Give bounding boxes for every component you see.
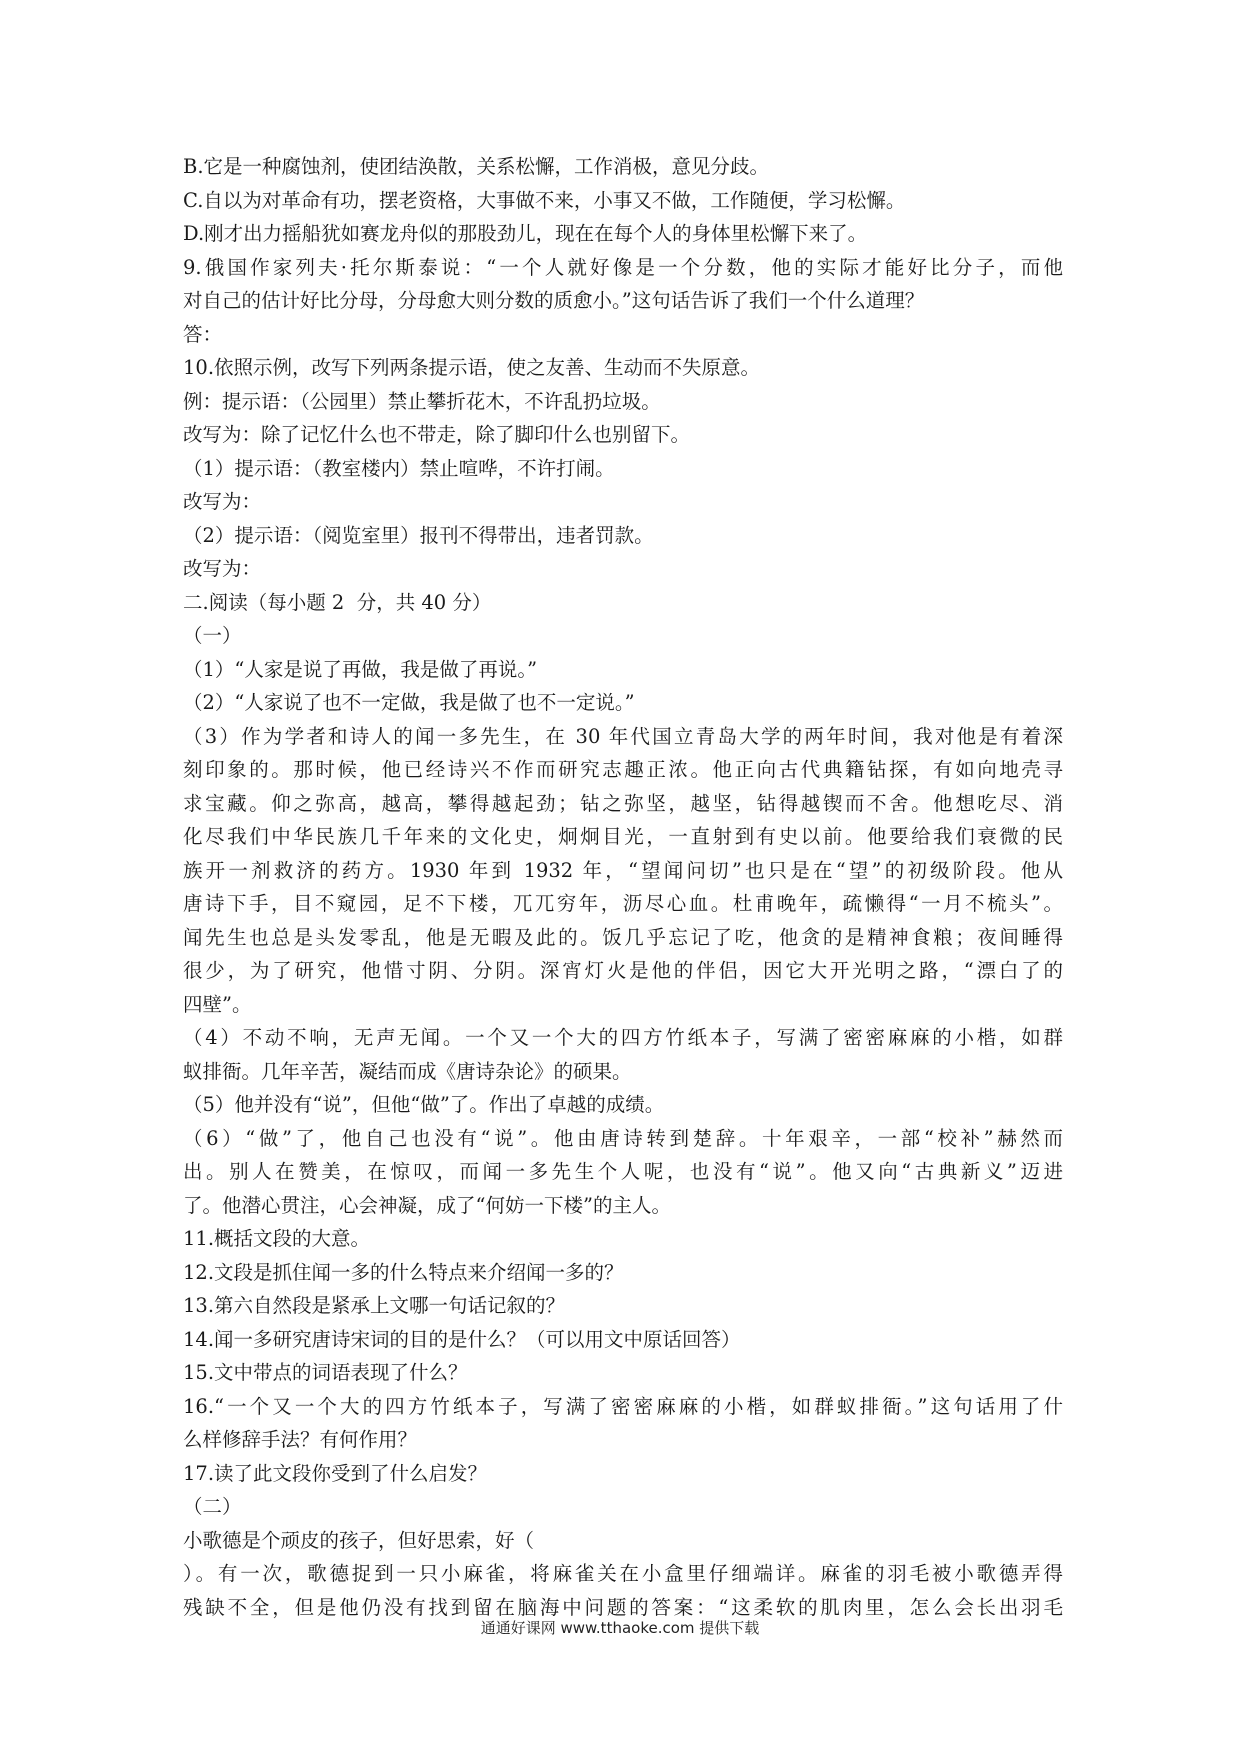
text-line: （一）: [183, 624, 242, 647]
text-line: 残缺不全，但是他仍没有找到留在脑海中问题的答案：“这柔软的肌肉里，怎么会长出羽毛: [183, 1595, 1063, 1619]
text-line: 求宝藏。仰之弥高，越高，攀得越起劲；钻之弥坚，越坚，钻得越锲而不舍。他想吃尽、消: [183, 791, 1063, 815]
text-line: 12.文段是抓住闻一多的什么特点来介绍闻一多的？: [183, 1260, 624, 1284]
text-line: 化尽我们中华民族几千年来的文化史，炯炯目光，一直射到有史以前。他要给我们衰微的民: [183, 825, 1063, 848]
text-line: （6）“做”了，他自己也没有“说”。他由唐诗转到楚辞。十年艰辛，一部“校补”赫然而: [183, 1126, 1063, 1150]
text-line: （4）不动不响，无声无闻。一个又一个大的四方竹纸本子，写满了密密麻麻的小楷，如群: [183, 1026, 1063, 1049]
text-line: 对自己的估计好比分母，分母愈大则分数的质愈小。”这句话告诉了我们一个什么道理？: [183, 289, 925, 312]
text-line: 16.“一个又一个大的四方竹纸本子，写满了密密麻麻的小楷，如群蚁排衙。”这句话用了什: [183, 1394, 1063, 1418]
text-line: C.自以为对革命有功，摆老资格，大事做不来，小事又不做，工作随便，学习松懈。: [183, 188, 906, 212]
text-line: 出。别人在赞美，在惊叹，而闻一多先生个人呢，也没有“说”。他又向“古典新义”迈进: [183, 1160, 1063, 1183]
text-line: 17.读了此文段你受到了什么启发？: [183, 1461, 488, 1485]
document-body: [183, 150, 1063, 1624]
text-line: 9.俄国作家列夫·托尔斯泰说：“一个人就好像是一个分数，他的实际才能好比分子，而他: [183, 255, 1063, 279]
text-line: B.它是一种腐蚀剂，使团结涣散，关系松懈，工作消极，意见分歧。: [183, 155, 770, 178]
text-line: 答：: [183, 322, 223, 346]
text-line: 二.阅读（每小题 2 分，共 40 分）: [183, 590, 492, 614]
text-line: 15.文中带点的词语表现了什么？: [183, 1361, 468, 1384]
text-line: 唐诗下手，目不窥园，足不下楼，兀兀穷年，沥尽心血。杜甫晚年，疏懒得“一月不梳头”。: [183, 892, 1063, 915]
text-line: （二）: [183, 1495, 242, 1518]
text-line: 闻先生也总是头发零乱，他是无暇及此的。饭几乎忘记了吃，他贪的是精神食粮；夜间睡得: [183, 925, 1063, 949]
text-line: （2）“人家说了也不一定做，我是做了也不一定说。”: [183, 691, 635, 714]
text-line: 很少，为了研究，他惜寸阴、分阴。深宵灯火是他的伴侣，因它大开光明之路，“漂白了的: [183, 959, 1063, 982]
text-line: 四壁”。: [183, 992, 252, 1016]
text-line: 改写为：: [183, 490, 262, 513]
text-line: 小歌德是个顽皮的孩子，但好思索，好（: [183, 1528, 535, 1552]
text-line: D.刚才出力摇船犹如赛龙舟似的那股劲儿，现在在每个人的身体里松懈下来了。: [183, 222, 868, 245]
text-line: （1）“人家是说了再做，我是做了再说。”: [183, 657, 538, 681]
text-line: 10.依照示例，改写下列两条提示语，使之友善、生动而不失原意。: [183, 356, 761, 379]
text-line: 了。他潜心贯注，心会神凝，成了“何妨一下楼”的主人。: [183, 1193, 671, 1217]
text-line: 么样修辞手法？有何作用？: [183, 1428, 418, 1451]
text-line: 改写为：除了记忆什么也不带走，除了脚印什么也别留下。: [183, 423, 691, 446]
text-line: 14.闻一多研究唐诗宋词的目的是什么？（可以用文中原话回答）: [183, 1327, 741, 1351]
text-line: 蚁排衙。几年辛苦，凝结而成《唐诗杂论》的硕果。: [183, 1059, 632, 1083]
text-line: 族开一剂救济的药方。1930 年到 1932 年，“望闻问切”也只是在“望”的初级阶段。他从: [183, 858, 1063, 882]
text-line: （2）提示语：（阅览室里）报刊不得带出，违者罚款。: [183, 523, 654, 547]
text-line: 13.第六自然段是紧承上文哪一句话记叙的？: [183, 1294, 566, 1317]
text-line: （5）他并没有“说”，但他“做”了。作出了卓越的成绩。: [183, 1093, 665, 1116]
text-line: 改写为：: [183, 557, 262, 580]
text-line: 11.概括文段的大意。: [183, 1227, 371, 1250]
text-line: ）。有一次，歌德捉到一只小麻雀，将麻雀关在小盒里仔细端详。麻雀的羽毛被小歌德弄得: [183, 1562, 1063, 1585]
text-line: 刻印象的。那时候，他已经诗兴不作而研究志趣正浓。他正向古代典籍钻探，有如向地壳寻: [183, 758, 1063, 781]
page-footer: 通通好课网 www.tthaoke.com 提供下载: [480, 1619, 760, 1637]
text-line: 例：提示语：（公园里）禁止攀折花木，不许乱扔垃圾。: [183, 389, 661, 413]
text-line: （1）提示语：（教室楼内）禁止喧哗，不许打闹。: [183, 456, 615, 480]
text-line: （3）作为学者和诗人的闻一多先生，在 30 年代国立青岛大学的两年时间，我对他是有着深: [183, 724, 1063, 748]
